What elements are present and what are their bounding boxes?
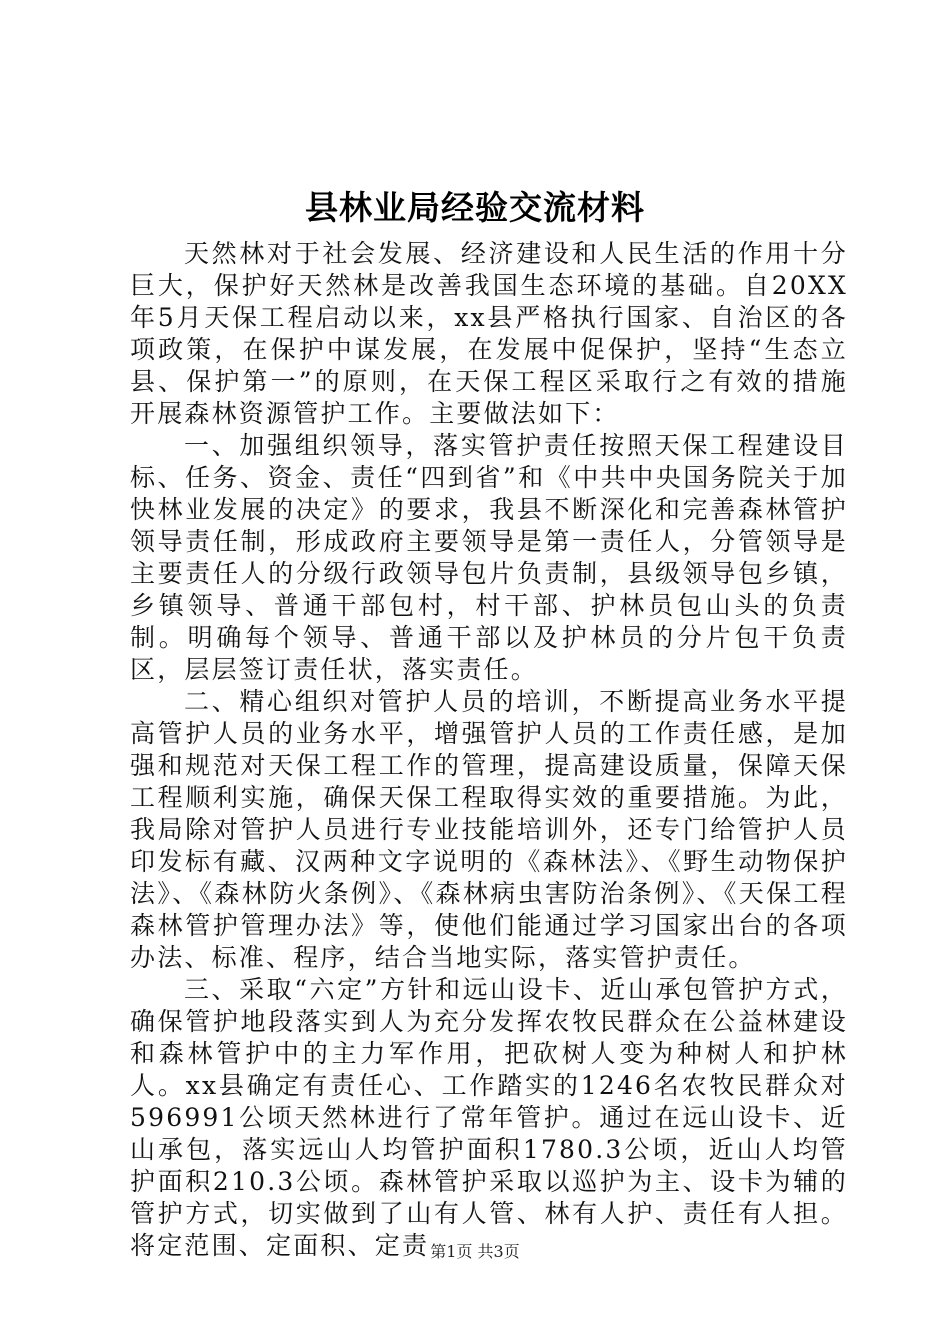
document-body [130, 238, 848, 1262]
paragraph-section-2: 二、精心组织对管护人员的培训，不断提高业务水平提高管护人员的业务水平，增强管护人员的工作责任感，是加强和规范对天保工程工作的管理，提高建设质量，保障天保工程顺利实施，确保天保工程取得实效的重要措施。为此，我局除对管护人员进行专业技能培训外，还专门给管护人员印发标有藏、汉两种文字说明的《森林法》、《野生动物保护法》、《森林防火条例》、《森林病虫害防治条例》、《天保工程森林管护管理办法》等，使他们能通过学习国家出台的各项办法、标准、程序，结合当地实际，落实管护责任。 [130, 687, 848, 972]
paragraph-intro: 天然林对于社会发展、经济建设和人民生活的作用十分巨大，保护好天然林是改善我国生态环境的基础。自20XX年5月天保工程启动以来，xx县严格执行国家、自治区的各项政策，在保护中谋发展，在发展中促保护，坚持“生态立县、保护第一”的原则，在天保工程区采取行之有效的措施开展森林资源管护工作。主要做法如下： [130, 239, 848, 428]
document-title: 县林业局经验交流材料 [305, 188, 645, 227]
page-number-footer: 第1页 共3页 [430, 1242, 520, 1261]
paragraph-section-3: 三、采取“六定”方针和远山设卡、近山承包管护方式，确保管护地段落实到人为充分发挥农牧民群众在公益林建设和森林管护中的主力军作用，把砍树人变为种树人和护林人。xx县确定有责任心、工作踏实的1246名农牧民群众对596991公顷天然林进行了常年管护。通过在远山设卡、近山承包，落实远山人均管护面积1780.3公顷，近山人均管护面积210.3公顷。森林管护采取以巡护为主、设卡为辅的管护方式，切实做到了山有人管、林有人护、责任有人担。将定范围、定面积、定责 [130, 975, 848, 1260]
paragraph-section-1: 一、加强组织领导，落实管护责任按照天保工程建设目标、任务、资金、责任“四到省”和《中共中央国务院关于加快林业发展的决定》的要求，我县不断深化和完善森林管护领导责任制，形成政府主要领导是第一责任人，分管领导是主要责任人的分级行政领导包片负责制，县级领导包乡镇，乡镇领导、普通干部包村，村干部、护林员包山头的负责制。明确每个领导、普通干部以及护林员的分片包干负责区，层层签订责任状，落实责任。 [130, 431, 848, 684]
